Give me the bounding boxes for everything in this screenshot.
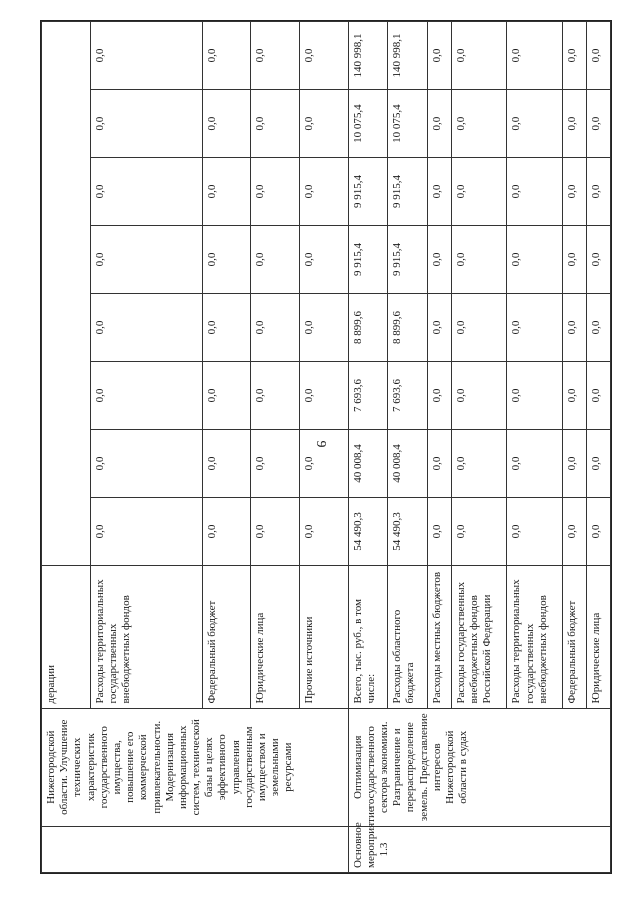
- value-cell: 0,0: [90, 90, 202, 158]
- value-cell: 0,0: [299, 226, 348, 294]
- value-cell: 140 998,1: [348, 22, 388, 90]
- value-cell: 0,0: [90, 294, 202, 362]
- value-cell: 10 075,4: [348, 90, 388, 158]
- value-cell: 0,0: [428, 226, 452, 294]
- value-cell: 7 693,6: [348, 362, 388, 430]
- value-cell: 0,0: [90, 22, 202, 90]
- value-cell: 0,0: [428, 294, 452, 362]
- value-cell: 0,0: [428, 429, 452, 497]
- value-cell: 0,0: [251, 22, 300, 90]
- value-cell: 0,0: [299, 497, 348, 565]
- source-cell: Юридические лица: [251, 565, 300, 708]
- value-cell: 54 490,3: [388, 497, 428, 565]
- source-cell: Федеральный бюджет: [202, 565, 251, 708]
- value-cell: 0,0: [586, 226, 610, 294]
- source-cell: Прочие источники: [299, 565, 348, 708]
- value-cell: 0,0: [562, 294, 586, 362]
- value-cell: 0,0: [562, 497, 586, 565]
- value-cell: 0,0: [562, 90, 586, 158]
- value-cell: 10 075,4: [388, 90, 428, 158]
- value-cell: 0,0: [90, 429, 202, 497]
- value-cell: 0,0: [202, 362, 251, 430]
- value-cell: 0,0: [251, 226, 300, 294]
- value-cell: 8 899,6: [348, 294, 388, 362]
- value-cell: 0,0: [507, 158, 562, 226]
- rotated-table-container: [41, 21, 611, 873]
- source-cell: Расходы областного бюджета: [388, 565, 428, 708]
- value-cell: 0,0: [507, 294, 562, 362]
- value-cell: 0,0: [452, 158, 507, 226]
- value-cell: 0,0: [562, 158, 586, 226]
- measure-description: Оптимизация государственного сектора экономики. Разграничение и перераспределение земель. Представление интересов Нижегородской области в судах: [348, 708, 610, 826]
- value-cell: 0,0: [507, 226, 562, 294]
- value-cell: 54 490,3: [348, 497, 388, 565]
- lead-cell-empty: [42, 826, 349, 872]
- value-cell: 0,0: [90, 226, 202, 294]
- value-cell: 0,0: [428, 362, 452, 430]
- value-cell: 0,0: [202, 158, 251, 226]
- table-row: [348, 22, 388, 873]
- value-cell: 0,0: [586, 294, 610, 362]
- value-cell: 0,0: [562, 22, 586, 90]
- value-cell: 0,0: [507, 497, 562, 565]
- value-cell: 9 915,4: [388, 158, 428, 226]
- measure-label: Основное мероприятие 1.3: [348, 826, 610, 872]
- source-cell: дерации: [42, 565, 91, 708]
- value-cell: 0,0: [586, 497, 610, 565]
- value-cell: 0,0: [299, 158, 348, 226]
- value-cell: 7 693,6: [388, 362, 428, 430]
- source-cell: Расходы территориальных государственных внебюджетных фондов: [90, 565, 202, 708]
- value-cell: 0,0: [202, 22, 251, 90]
- source-cell: Расходы местных бюджетов: [428, 565, 452, 708]
- value-cell: 0,0: [507, 90, 562, 158]
- value-cell: 0,0: [507, 22, 562, 90]
- value-cell: 140 998,1: [388, 22, 428, 90]
- measure-description: Нижегородской области. Улучшение технических характеристик государственного имущества, повышение его коммерческой привлекательности. Модернизация информационных систем, технической базы в целях эффективного управления государственным имуществом и земельными ресурсами: [42, 708, 349, 826]
- value-cell: 0,0: [562, 362, 586, 430]
- value-cell: 0,0: [452, 429, 507, 497]
- value-cell: 0,0: [251, 497, 300, 565]
- budget-table: [41, 21, 611, 873]
- value-cell: 0,0: [586, 158, 610, 226]
- value-cell: 0,0: [251, 294, 300, 362]
- value-cell: 40 008,4: [348, 429, 388, 497]
- value-cell: 0,0: [452, 226, 507, 294]
- value-cell: 40 008,4: [388, 429, 428, 497]
- value-cell: 0,0: [299, 429, 348, 497]
- value-cell: 0,0: [299, 362, 348, 430]
- value-cell: 0,0: [452, 22, 507, 90]
- value-cell: 0,0: [202, 497, 251, 565]
- value-cell: 0,0: [428, 22, 452, 90]
- page-number: 9: [313, 440, 328, 448]
- value-cell: 9 915,4: [348, 226, 388, 294]
- value-cell: 0,0: [90, 158, 202, 226]
- value-cell: 0,0: [562, 226, 586, 294]
- value-cell: 0,0: [299, 22, 348, 90]
- value-cell: 0,0: [562, 429, 586, 497]
- value-cell: 0,0: [507, 362, 562, 430]
- value-cell: 0,0: [90, 362, 202, 430]
- value-cell: 0,0: [452, 294, 507, 362]
- value-cell: 0,0: [586, 22, 610, 90]
- value-cell: 0,0: [586, 90, 610, 158]
- value-cell: 0,0: [507, 429, 562, 497]
- value-cell: 0,0: [452, 497, 507, 565]
- value-cell: 0,0: [586, 362, 610, 430]
- value-cell: 0,0: [202, 294, 251, 362]
- value-cell: 0,0: [299, 294, 348, 362]
- value-cell: 0,0: [202, 226, 251, 294]
- value-cell: 8 899,6: [388, 294, 428, 362]
- value-cell: 0,0: [202, 429, 251, 497]
- source-cell: Расходы государственных внебюджетных фондов Российской Федерации: [452, 565, 507, 708]
- value-cell: 0,0: [428, 158, 452, 226]
- budget-table-frame: [40, 20, 612, 874]
- value-cell: 0,0: [428, 90, 452, 158]
- value-cell: 0,0: [251, 429, 300, 497]
- source-cell: Федеральный бюджет: [562, 565, 586, 708]
- source-cell: Расходы территориальных государственных внебюджетных фондов: [507, 565, 562, 708]
- value-cell-empty: [42, 22, 91, 566]
- value-cell: 0,0: [251, 158, 300, 226]
- value-cell: 0,0: [586, 429, 610, 497]
- value-cell: 9 915,4: [348, 158, 388, 226]
- value-cell: 9 915,4: [388, 226, 428, 294]
- value-cell: 0,0: [90, 497, 202, 565]
- value-cell: 0,0: [452, 90, 507, 158]
- value-cell: 0,0: [251, 362, 300, 430]
- value-cell: 0,0: [428, 497, 452, 565]
- value-cell: 0,0: [299, 90, 348, 158]
- value-cell: 0,0: [202, 90, 251, 158]
- source-cell: Всего, тыс. руб., в том числе:: [348, 565, 388, 708]
- value-cell: 0,0: [251, 90, 300, 158]
- value-cell: 0,0: [452, 362, 507, 430]
- source-cell: Юридические лица: [586, 565, 610, 708]
- table-row: [42, 22, 91, 873]
